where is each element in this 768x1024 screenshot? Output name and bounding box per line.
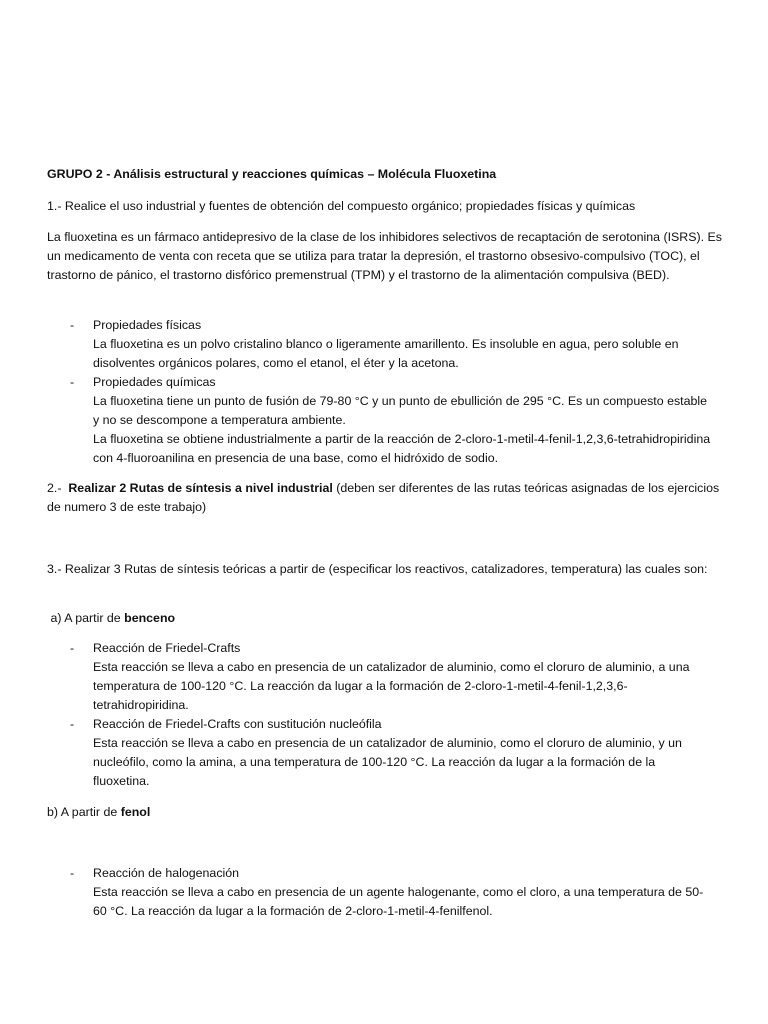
- bullet-heading: Propiedades físicas: [93, 318, 202, 332]
- section-a-bold: benceno: [124, 611, 176, 625]
- dash-marker: -: [70, 375, 75, 389]
- question-3-label: 3.- Realizar 3 Rutas de síntesis teóricas a partir de (especificar los reactivos, catalizadores, temperatura) las cuales son:: [47, 562, 708, 576]
- bullet-text: La fluoxetina tiene un punto de fusión de 79-80 °C y un punto de ebullición de 295 °C. Es un compuesto estable y no se descompone a temperatura ambiente.: [93, 394, 708, 427]
- bullet-text: La fluoxetina es un polvo cristalino blanco o ligeramente amarillento. Es insoluble en agua, pero soluble en disolventes orgánicos polares, como el etanol, el éter y la acetona.: [93, 337, 679, 370]
- section-b-heading: [47, 803, 727, 822]
- question-2-bold: Realizar 2 Rutas de síntesis a nivel industrial: [68, 481, 333, 495]
- list-item: [0, 864, 713, 921]
- properties-list: [0, 316, 768, 468]
- section-b-prefix: b) A partir de: [47, 805, 121, 819]
- benzene-routes-list: [0, 639, 768, 791]
- section-b-bold: fenol: [120, 805, 151, 819]
- bullet-heading: Propiedades químicas: [93, 375, 216, 389]
- phenol-routes-list: [0, 864, 768, 921]
- question-1-intro: La fluoxetina es un fármaco antidepresivo de la clase de los inhibidores selectivos de recaptación de serotonina (ISRS). Es un medicamento de venta con receta que se utiliza para tratar la depresión, el trastorno obsesivo-compulsivo (TOC), el trastorno de pánico, el trastorno disfórico premenstrual (TPM) y el trastorno de la alimentación compulsiva (BED).: [47, 230, 722, 282]
- question-2-prefix: 2.-: [47, 481, 69, 495]
- section-a-heading: [47, 609, 727, 628]
- bullet-text: La fluoxetina se obtiene industrialmente a partir de la reacción de 2-cloro-1-metil-4-fenil-1,2,3,6-tetrahidropiridina con 4-fluoroanilina en presencia de una base, como el hidróxido de sodio.: [93, 432, 711, 465]
- question-1-label: 1.- Realice el uso industrial y fuentes de obtención del compuesto orgánico; propiedades físicas y químicas: [47, 199, 636, 213]
- bullet-heading: Reacción de Friedel-Crafts: [93, 641, 241, 655]
- dash-marker: -: [70, 641, 75, 655]
- dash-marker: -: [70, 318, 75, 332]
- dash-marker: -: [70, 866, 75, 880]
- bullet-heading: Reacción de Friedel-Crafts con sustitución nucleófila: [93, 717, 382, 731]
- list-item: [0, 715, 713, 791]
- question-2-rest: (deben ser diferentes de las rutas teóricas asignadas de los ejercicios de numero 3 de este trabajo): [47, 481, 720, 514]
- list-item: [0, 316, 713, 373]
- question-2-label: [47, 479, 727, 517]
- bullet-heading: Reacción de halogenación: [93, 866, 240, 880]
- section-a-prefix: a) A partir de: [47, 611, 125, 625]
- bullet-text: Esta reacción se lleva a cabo en presencia de un catalizador de aluminio, como el cloruro de aluminio, y un nucleófilo, como la amina, a una temperatura de 100-120 °C. La reacción da lugar a la formación de la fluoxetina.: [93, 736, 682, 788]
- bullet-text: Esta reacción se lleva a cabo en presencia de un catalizador de aluminio, como el cloruro de aluminio, a una temperatura de 100-120 °C. La reacción da lugar a la formación de 2-cloro-1-metil-4-fenil-1,2,3,6-tetrahidropiridina.: [93, 660, 690, 712]
- list-item: [0, 373, 713, 468]
- dash-marker: -: [70, 717, 75, 731]
- bullet-text: Esta reacción se lleva a cabo en presencia de un agente halogenante, como el cloro, a una temperatura de 50-60 °C. La reacción da lugar a la formación de 2-cloro-1-metil-4-fenilfenol.: [93, 885, 704, 918]
- document-title: GRUPO 2 - Análisis estructural y reacciones químicas – Molécula Fluoxetina: [47, 167, 497, 181]
- list-item: [0, 639, 713, 715]
